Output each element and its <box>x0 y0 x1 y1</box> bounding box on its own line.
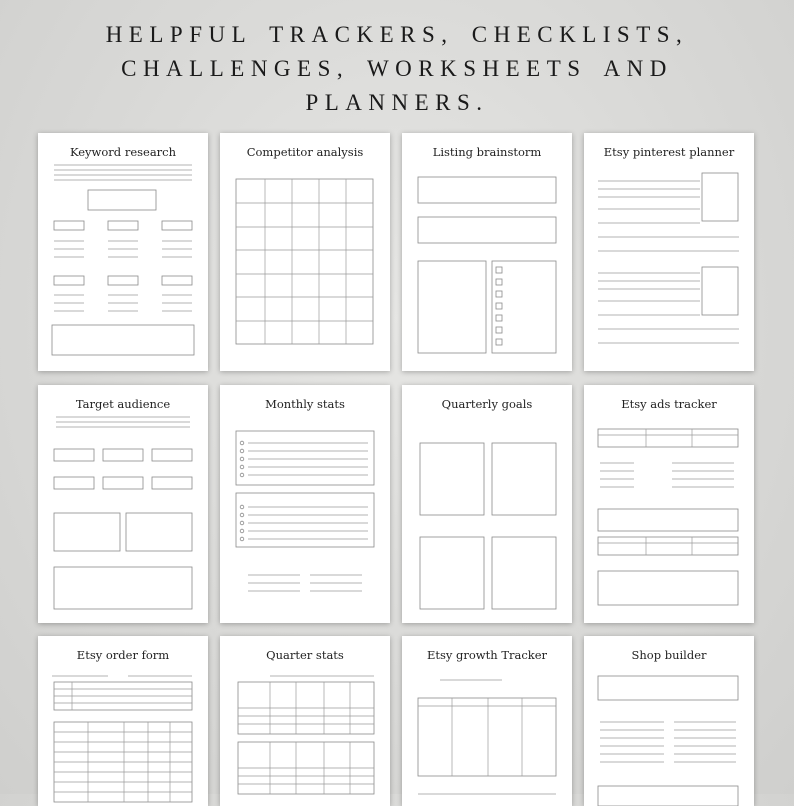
card-title: Shop builder <box>631 648 707 662</box>
pinterest-planner-worksheet <box>584 133 754 371</box>
quarterly-goals-worksheet <box>402 385 572 623</box>
headline-line-2: CHALLENGES, WORKSHEETS AND <box>121 56 673 81</box>
headline-line-1: HELPFUL TRACKERS, CHECKLISTS, <box>105 22 689 47</box>
competitor-analysis-table <box>220 133 390 371</box>
headline-line-3: PLANNERS. <box>305 90 489 115</box>
keyword-research-worksheet <box>38 133 208 371</box>
planner-card-target-audience <box>38 385 208 623</box>
monthly-stats-worksheet <box>220 385 390 623</box>
planner-card-quarterly-goals <box>402 385 572 623</box>
planner-card-monthly-stats <box>220 385 390 623</box>
ads-tracker-worksheet <box>584 385 754 623</box>
card-title: Etsy ads tracker <box>621 397 717 411</box>
card-title: Quarter stats <box>266 648 344 662</box>
planner-card-competitor-analysis <box>220 133 390 371</box>
target-audience-worksheet <box>38 385 208 623</box>
card-title: Listing brainstorm <box>432 145 542 159</box>
planner-card-shop-builder <box>584 636 754 806</box>
listing-brainstorm-worksheet <box>402 133 572 371</box>
planner-card-quarter-stats <box>220 636 390 806</box>
card-title: Etsy pinterest planner <box>603 145 735 159</box>
planner-card-etsy-order-form <box>38 636 208 806</box>
card-title: Target audience <box>75 397 171 411</box>
card-title: Quarterly goals <box>441 397 533 411</box>
planner-card-keyword-research <box>38 133 208 371</box>
quarter-stats-worksheet <box>220 636 390 806</box>
planner-card-etsy-growth-tracker <box>402 636 572 806</box>
card-title: Competitor analysis <box>246 145 364 159</box>
card-title: Monthly stats <box>265 397 345 411</box>
shop-builder-worksheet <box>584 636 754 806</box>
planner-card-listing-brainstorm <box>402 133 572 371</box>
planner-card-etsy-pinterest-planner <box>584 133 754 371</box>
planner-card-etsy-ads-tracker <box>584 385 754 623</box>
growth-tracker-worksheet <box>402 636 572 806</box>
card-title: Etsy order form <box>76 648 170 662</box>
card-title: Keyword research <box>69 145 177 159</box>
order-form-worksheet <box>38 636 208 806</box>
card-title: Etsy growth Tracker <box>426 648 548 662</box>
